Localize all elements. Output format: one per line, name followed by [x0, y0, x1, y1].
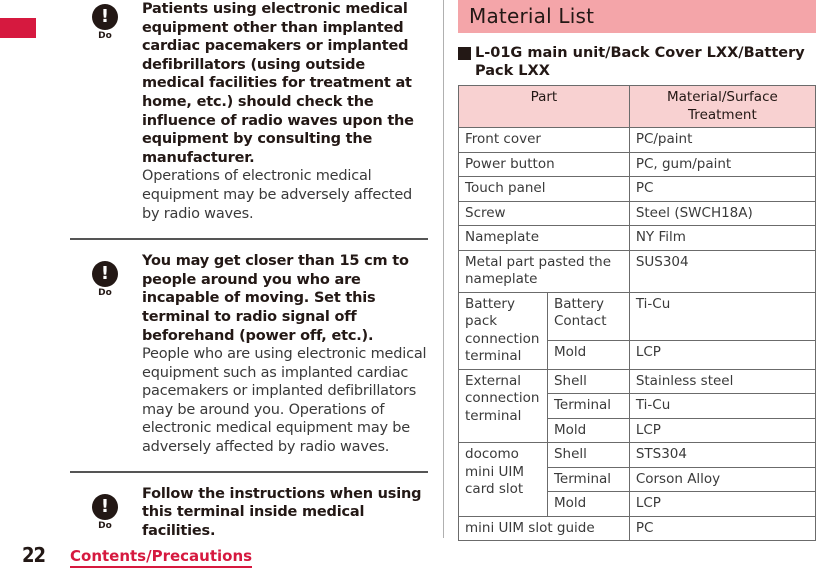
table-row	[459, 177, 816, 202]
cell-subpart: Mold	[547, 492, 629, 517]
cell-subpart: Battery Contact	[547, 292, 629, 341]
cell-material: SUS304	[629, 250, 815, 292]
cell-part: Screw	[459, 201, 630, 226]
table-row	[459, 516, 816, 541]
cell-subpart: Terminal	[547, 394, 629, 419]
cell-group: docomo mini UIM card slot	[459, 443, 548, 517]
cell-material: PC	[629, 516, 815, 541]
do-icon: ! Do	[90, 261, 120, 298]
precaution-normal-text: Operations of electronic medical equipment may be adversely affected by radio waves.	[142, 168, 413, 222]
do-icon: ! Do	[90, 494, 120, 531]
precaution-item	[70, 240, 428, 457]
cell-part: mini UIM slot guide	[459, 516, 630, 541]
cell-subpart: Shell	[547, 369, 629, 394]
table-row	[459, 128, 816, 153]
material-table	[458, 85, 816, 541]
cell-group: External connection terminal	[459, 369, 548, 443]
cell-material: LCP	[629, 341, 815, 369]
cell-material: PC/paint	[629, 128, 815, 153]
cell-part: Front cover	[459, 128, 630, 153]
cell-part: Power button	[459, 152, 630, 177]
precaution-item	[70, 0, 428, 223]
table-row	[459, 443, 816, 468]
subsection-heading-text: L-01G main unit/Back Cover LXX/Battery Pack LXX	[475, 45, 805, 79]
precaution-bold-text: Follow the instructions when using this terminal inside medical facilities.	[142, 485, 422, 539]
precautions-column	[70, 0, 428, 540]
cell-material: Ti-Cu	[629, 292, 815, 341]
cell-material: LCP	[629, 418, 815, 443]
contents-precautions-link[interactable]: Contents/Precautions	[70, 547, 252, 568]
cell-material: Ti-Cu	[629, 394, 815, 419]
cell-material: Corson Alloy	[629, 467, 815, 492]
cell-part: Metal part pasted the nameplate	[459, 250, 630, 292]
cell-part: Touch panel	[459, 177, 630, 202]
table-header-row	[459, 86, 816, 128]
section-title: Material List	[458, 0, 816, 33]
header-material: Material/Surface Treatment	[629, 86, 815, 128]
cell-subpart: Mold	[547, 418, 629, 443]
do-icon: ! Do	[90, 4, 120, 41]
cell-material: STS304	[629, 443, 815, 468]
material-list-section	[458, 0, 816, 536]
cell-subpart: Mold	[547, 341, 629, 369]
cell-group: Battery pack connection terminal	[459, 292, 548, 369]
table-row	[459, 292, 816, 341]
subsection-heading	[458, 44, 816, 80]
precaution-bold-text: You may get closer than 15 cm to people around you who are incapable of moving. Set this terminal to radio signal off beforehand (power off, etc.).	[142, 253, 409, 344]
cell-subpart: Shell	[547, 443, 629, 468]
cell-subpart: Terminal	[547, 467, 629, 492]
cell-material: Stainless steel	[629, 369, 815, 394]
square-bullet-icon	[458, 47, 471, 60]
table-row	[459, 201, 816, 226]
cell-material: Steel (SWCH18A)	[629, 201, 815, 226]
precaution-bold-text: Patients using electronic medical equipment other than implanted cardiac pacemakers or implanted defibrillators (using outside medical facilities for treatment at home, etc.) should check the influence of radio waves upon the equipment by consulting the manufacturer.	[142, 1, 414, 166]
cell-material: LCP	[629, 492, 815, 517]
precaution-normal-text: People who are using electronic medical equipment such as implanted cardiac pacemakers or implanted defibrillators may be around you. Operations of electronic medical equipment may be adversely affected by radio waves.	[142, 346, 427, 456]
cell-material: NY Film	[629, 226, 815, 251]
table-row	[459, 152, 816, 177]
column-divider	[443, 0, 444, 538]
chapter-tab-marker	[0, 18, 36, 38]
table-row	[459, 226, 816, 251]
precaution-item	[70, 473, 428, 541]
cell-part: Nameplate	[459, 226, 630, 251]
table-row	[459, 369, 816, 394]
cell-material: PC, gum/paint	[629, 152, 815, 177]
cell-material: PC	[629, 177, 815, 202]
page-number: 22	[22, 543, 46, 567]
header-part: Part	[459, 86, 630, 128]
table-row	[459, 250, 816, 292]
